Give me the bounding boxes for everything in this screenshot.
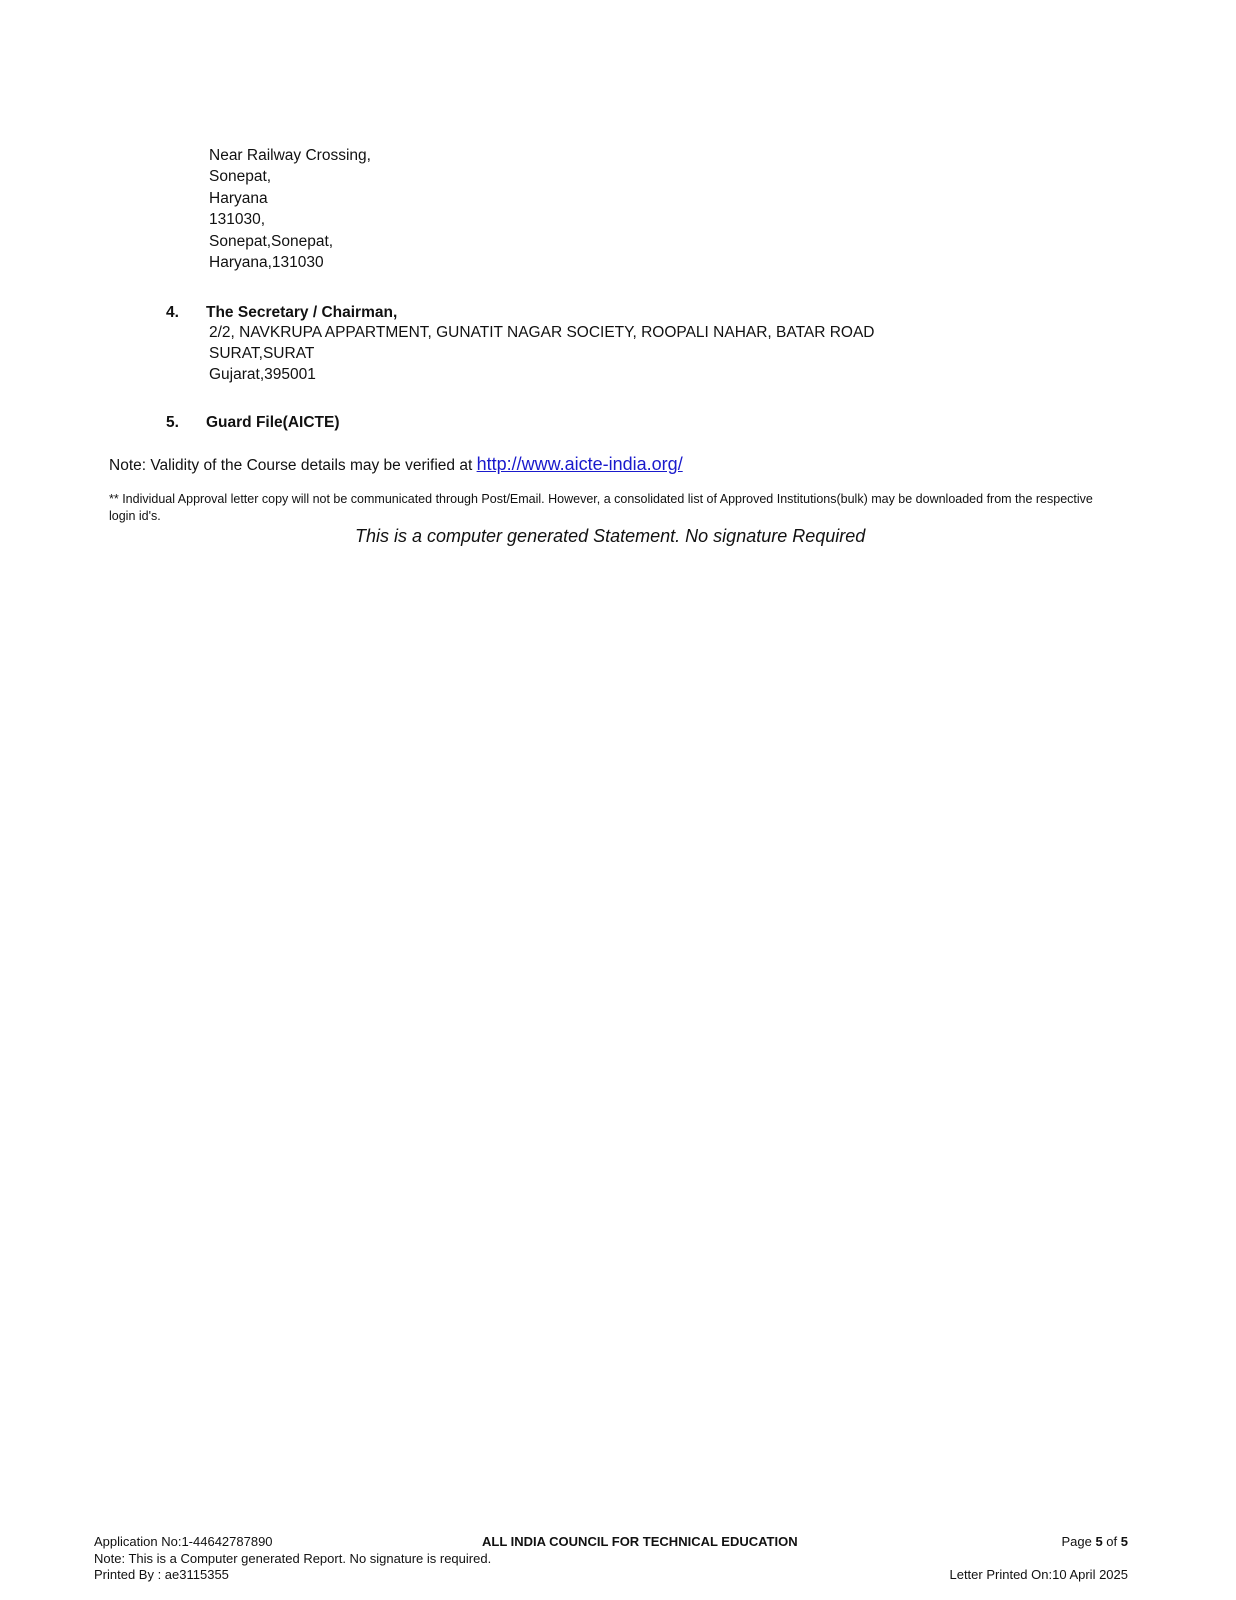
page-footer <box>94 1534 1128 1584</box>
item-number: 4. <box>166 304 179 321</box>
organization-name: ALL INDIA COUNCIL FOR TECHNICAL EDUCATION <box>482 1534 798 1549</box>
bulk-download-note: ** Individual Approval letter copy will not be communicated through Post/Email. However, a consolidated list of Approved Institutions(bulk) may be downloaded from the respective login id's. <box>109 492 1093 523</box>
page-prefix: Page <box>1061 1534 1096 1549</box>
address-line: Near Railway Crossing, <box>209 147 371 164</box>
validity-note-text: Note: Validity of the Course details may be verified at <box>109 457 477 474</box>
printed-on-date: Letter Printed On:10 April 2025 <box>949 1567 1128 1582</box>
recipient-heading: The Secretary / Chairman, <box>206 304 398 321</box>
address-block <box>209 145 371 273</box>
item-number: 5. <box>166 414 179 431</box>
page-indicator <box>1061 1534 1128 1551</box>
printed-by: Printed By : ae3115355 <box>94 1567 229 1582</box>
address-line: Haryana <box>209 189 268 207</box>
application-number: Application No:1-44642787890 <box>94 1534 273 1549</box>
report-note: Note: This is a Computer generated Report. No signature is required. <box>94 1550 492 1566</box>
page-of: of <box>1102 1534 1121 1549</box>
address-line: SURAT,SURAT <box>209 345 315 362</box>
address-line: 2/2, NAVKRUPA APPARTMENT, GUNATIT NAGAR SOCIETY, ROOPALI NAHAR, BATAR ROAD <box>209 324 875 341</box>
validity-note <box>109 454 683 475</box>
computer-generated-statement: This is a computer generated Statement. No signature Required <box>355 526 866 546</box>
address-line: Sonepat, <box>209 168 272 186</box>
aicte-website-link[interactable]: http://www.aicte-india.org/ <box>476 454 683 474</box>
recipient-item-4 <box>166 303 875 385</box>
page-total: 5 <box>1120 1534 1128 1549</box>
recipient-heading: Guard File(AICTE) <box>206 414 340 431</box>
address-line: Gujarat,395001 <box>209 366 316 383</box>
address-line: 131030, <box>209 211 266 229</box>
recipient-item-5 <box>166 414 339 432</box>
recipient-address <box>209 322 875 385</box>
address-line: Sonepat,Sonepat, <box>209 232 334 250</box>
page-current: 5 <box>1095 1534 1103 1549</box>
address-line: Haryana,131030 <box>209 254 324 272</box>
